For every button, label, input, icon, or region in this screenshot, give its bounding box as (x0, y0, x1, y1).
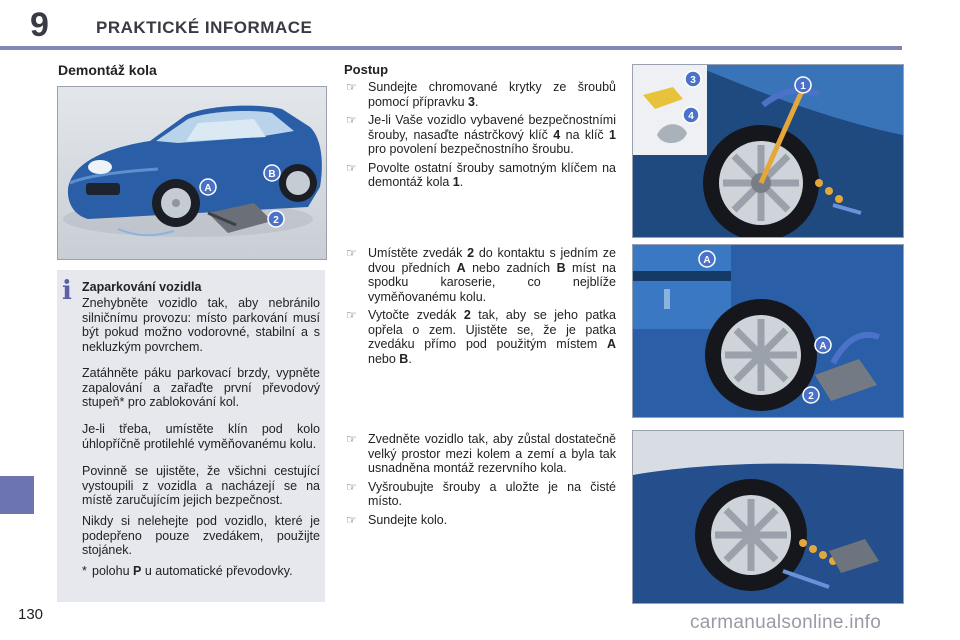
info-paragraph: Znehybněte vozidlo tak, aby nebránilo silničnímu provozu: místo parkování musí být pokud možno vodorovné, stabilní a s nekluzkým povrchem. (82, 296, 320, 354)
list-item: ☞ Vyšroubujte šrouby a uložte je na čisté místo. (346, 479, 616, 508)
car-label-b: B (268, 169, 276, 180)
list-item: ☞ Povolte ostatní šrouby samotným klíčem na demontáž kola 1. (346, 160, 616, 189)
footnote-marker: * (82, 564, 87, 578)
pointing-hand-icon: ☞ (346, 512, 357, 527)
list-item: ☞ Vytočte zvedák 2 tak, aby se jeho patka opřela o zem. Ujistěte se, že je patka zvedáku přímo pod použitým místem A nebo B. (346, 308, 616, 366)
car-label-a: A (204, 183, 212, 194)
pointing-hand-icon: ☞ (346, 113, 357, 127)
info-icon: i (62, 276, 72, 306)
fig1-label-3: 3 (690, 75, 696, 86)
list-item: ☞ Umístěte zvedák 2 do kontaktu s jedním ze dvou předních A nebo zadních B míst na spodku karoserie, co nejblíže vyměňovanému kolu. (346, 246, 616, 304)
list-item: ☞ Sundejte kolo. (346, 512, 448, 527)
list-item: ☞ Sundejte chromované krytky ze šroubů pomocí přípravku 3. (346, 80, 616, 109)
fig2-label-a-top: A (703, 255, 711, 266)
info-box-title: Zaparkování vozidla (82, 280, 202, 294)
list-item: ☞ Je-li Vaše vozidlo vybavené bezpečnostními šrouby, nasaďte nástrčkový klíč 4 na klíč 1 pro povolení bezpečnostního šroubu. (346, 113, 616, 156)
info-paragraph: Nikdy si nelehejte pod vozidlo, které je podepřeno pouze zvedákem, použijte stojánek. (82, 514, 320, 557)
page-number: 130 (18, 606, 44, 623)
pointing-hand-icon: ☞ (346, 246, 357, 260)
fig1-label-1: 1 (800, 81, 806, 92)
info-paragraph: Zatáhněte páku parkovací brzdy, vypněte zapalování a zařaďte první převodový stupeň* pro zablokování kol. (82, 366, 320, 409)
jack-illustration (633, 245, 903, 417)
jack-position-figure (632, 244, 904, 418)
header-rule (0, 46, 902, 50)
pointing-hand-icon: ☞ (346, 160, 357, 175)
fig1-label-4: 4 (688, 111, 694, 122)
car-illustration (58, 87, 326, 259)
wheel-wrench-illustration (633, 65, 903, 237)
section-title: Demontáž kola (58, 62, 157, 78)
info-paragraph: Povinně se ujistěte, že všichni cestující vystoupili z vozidla a nacházejí se na místě zaručujícím jejich bezpečnost. (82, 464, 320, 507)
car-label-2: 2 (273, 215, 279, 226)
procedure-title: Postup (344, 62, 389, 77)
footnote: * polohu P u automatické převodovky. (82, 564, 293, 578)
car-jacking-points-figure (57, 86, 327, 260)
fig2-label-2: 2 (808, 391, 814, 402)
loosen-bolts-figure (632, 64, 904, 238)
info-paragraph: Je-li třeba, umístěte klín pod kolo úhlopříčně protilehlé vyměňovanému kolu. (82, 422, 320, 451)
pointing-hand-icon: ☞ (346, 432, 357, 446)
chapter-side-tab (0, 476, 34, 514)
pointing-hand-icon: ☞ (346, 308, 357, 322)
fig2-label-a-low: A (819, 341, 827, 352)
pointing-hand-icon: ☞ (346, 479, 357, 494)
step-list-remove-wheel (344, 432, 616, 531)
step-list-position-jack (344, 246, 616, 370)
remove-wheel-figure (632, 430, 904, 604)
pointing-hand-icon: ☞ (346, 80, 357, 94)
chapter-number: 9 (30, 6, 49, 44)
step-list-loosen-bolts (344, 80, 616, 194)
watermark: carmanualsonline.info (690, 612, 882, 633)
wheel-removal-illustration (633, 431, 903, 603)
list-item: ☞ Zvedněte vozidlo tak, aby zůstal dostatečně velký prostor mezi kolem a zemí a byla tak usnadněna montáž rezervního kola. (346, 432, 616, 475)
chapter-title: PRAKTICKÉ INFORMACE (96, 18, 313, 37)
